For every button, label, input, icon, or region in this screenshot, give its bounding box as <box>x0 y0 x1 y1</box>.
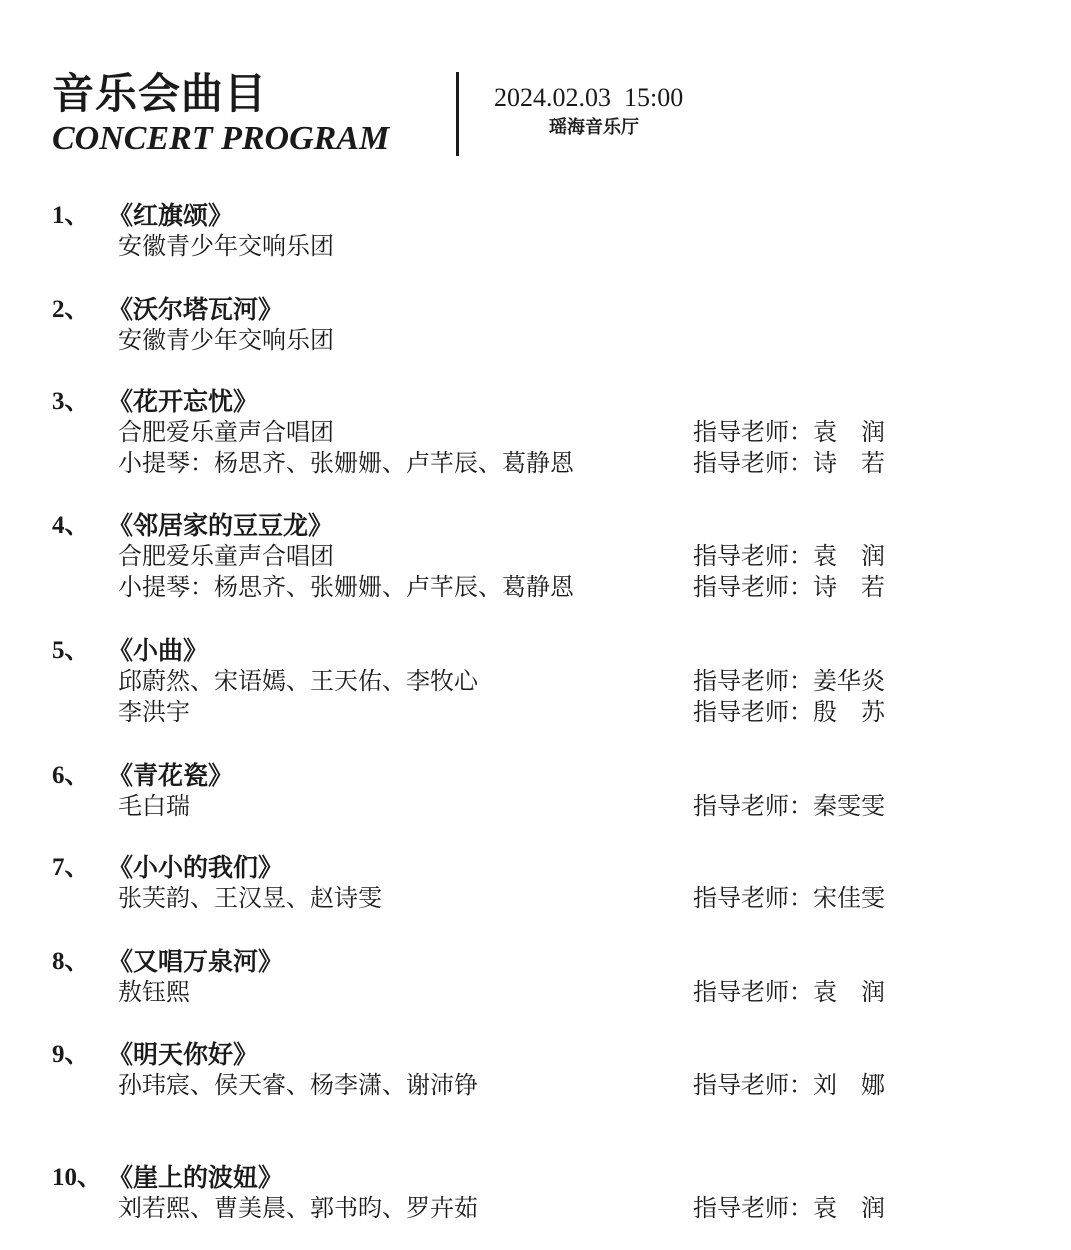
program-item-line <box>0 231 1071 261</box>
teacher-label: 指导老师： <box>693 1071 813 1099</box>
performer-text: 孙玮宸、侯天睿、杨李潇、谢沛铮 <box>118 1071 478 1099</box>
program-item-line <box>0 572 1071 602</box>
concert-datetime: 2024.02.03 15:00 <box>494 83 684 112</box>
performer-text: 邱蔚然、宋语嫣、王天佑、李牧心 <box>118 667 478 695</box>
teacher-credit <box>693 977 885 1007</box>
program-item-line <box>0 1070 1071 1100</box>
performer-text: 李洪宇 <box>118 698 190 726</box>
teacher-name: 秦雯雯 <box>813 792 885 820</box>
teacher-name: 宋佳雯 <box>813 884 885 912</box>
program-item-number: 5、 <box>52 637 90 664</box>
performer-text: 敖钰熙 <box>118 978 190 1006</box>
program-item-line <box>0 1193 1071 1223</box>
teacher-name: 袁 润 <box>813 1194 885 1222</box>
teacher-label: 指导老师： <box>693 978 813 1006</box>
program-item-number: 10、 <box>52 1164 103 1191</box>
teacher-credit <box>693 1193 885 1223</box>
performer-text: 毛白瑞 <box>118 792 190 820</box>
teacher-credit <box>693 417 885 447</box>
program-item-line <box>0 977 1071 1007</box>
program-item-title: 《又唱万泉河》 <box>108 947 284 976</box>
page-title-en: CONCERT PROGRAM <box>52 120 390 157</box>
teacher-credit <box>693 541 885 571</box>
performer-text: 张芙韵、王汉昱、赵诗雯 <box>118 884 382 912</box>
teacher-label: 指导老师： <box>693 884 813 912</box>
program-item-title: 《明天你好》 <box>108 1040 259 1069</box>
program-item-line <box>0 417 1071 447</box>
performer-text: 刘若熙、曹美晨、郭书昀、罗卉茹 <box>118 1194 478 1222</box>
program-item-title: 《沃尔塔瓦河》 <box>108 295 284 324</box>
teacher-label: 指导老师： <box>693 698 813 726</box>
program-item-number: 4、 <box>52 512 90 539</box>
program-item-number: 3、 <box>52 388 90 415</box>
program-item-number: 2、 <box>52 296 90 323</box>
teacher-label: 指导老师： <box>693 542 813 570</box>
teacher-credit <box>693 1070 885 1100</box>
program-item-line <box>0 697 1071 727</box>
program-item-title: 《邻居家的豆豆龙》 <box>108 511 334 540</box>
teacher-credit <box>693 697 885 727</box>
performer-text: 合肥爱乐童声合唱团 <box>118 542 334 570</box>
program-item-title: 《崖上的波妞》 <box>108 1163 284 1192</box>
teacher-name: 袁 润 <box>813 418 885 446</box>
teacher-label: 指导老师： <box>693 449 813 477</box>
program-item-line <box>0 883 1071 913</box>
program-item-number: 1、 <box>52 202 90 229</box>
header-divider <box>456 72 459 156</box>
program-item-title: 《青花瓷》 <box>108 761 234 790</box>
teacher-label: 指导老师： <box>693 418 813 446</box>
teacher-credit <box>693 666 885 696</box>
teacher-name: 殷 苏 <box>813 698 885 726</box>
teacher-label: 指导老师： <box>693 573 813 601</box>
performer-text: 小提琴：杨思齐、张姗姗、卢芊辰、葛静恩 <box>118 449 574 477</box>
program-item-line <box>0 666 1071 696</box>
program-header <box>0 0 1071 170</box>
teacher-name: 诗 若 <box>813 573 885 601</box>
concert-venue: 瑶海音乐厅 <box>549 117 639 138</box>
teacher-name: 诗 若 <box>813 449 885 477</box>
performer-text: 安徽青少年交响乐团 <box>118 232 334 260</box>
teacher-credit <box>693 883 885 913</box>
program-item-title: 《小曲》 <box>108 636 209 665</box>
teacher-credit <box>693 572 885 602</box>
program-item-line <box>0 325 1071 355</box>
program-item-line <box>0 541 1071 571</box>
program-item-line <box>0 791 1071 821</box>
program-item-title: 《小小的我们》 <box>108 853 284 882</box>
program-item-line <box>0 448 1071 478</box>
teacher-credit <box>693 448 885 478</box>
program-item-title: 《红旗颂》 <box>108 201 234 230</box>
performer-text: 小提琴：杨思齐、张姗姗、卢芊辰、葛静恩 <box>118 573 574 601</box>
teacher-credit <box>693 791 885 821</box>
teacher-label: 指导老师： <box>693 667 813 695</box>
program-item-title: 《花开忘忧》 <box>108 387 259 416</box>
performer-text: 合肥爱乐童声合唱团 <box>118 418 334 446</box>
program-item-number: 9、 <box>52 1041 90 1068</box>
teacher-label: 指导老师： <box>693 1194 813 1222</box>
teacher-label: 指导老师： <box>693 792 813 820</box>
program-item-number: 8、 <box>52 948 90 975</box>
program-item-number: 7、 <box>52 854 90 881</box>
teacher-name: 袁 润 <box>813 978 885 1006</box>
performer-text: 安徽青少年交响乐团 <box>118 326 334 354</box>
teacher-name: 袁 润 <box>813 542 885 570</box>
page-title-cn: 音乐会曲目 <box>52 69 268 118</box>
program-item-number: 6、 <box>52 762 90 789</box>
teacher-name: 刘 娜 <box>813 1071 885 1099</box>
teacher-name: 姜华炎 <box>813 667 885 695</box>
